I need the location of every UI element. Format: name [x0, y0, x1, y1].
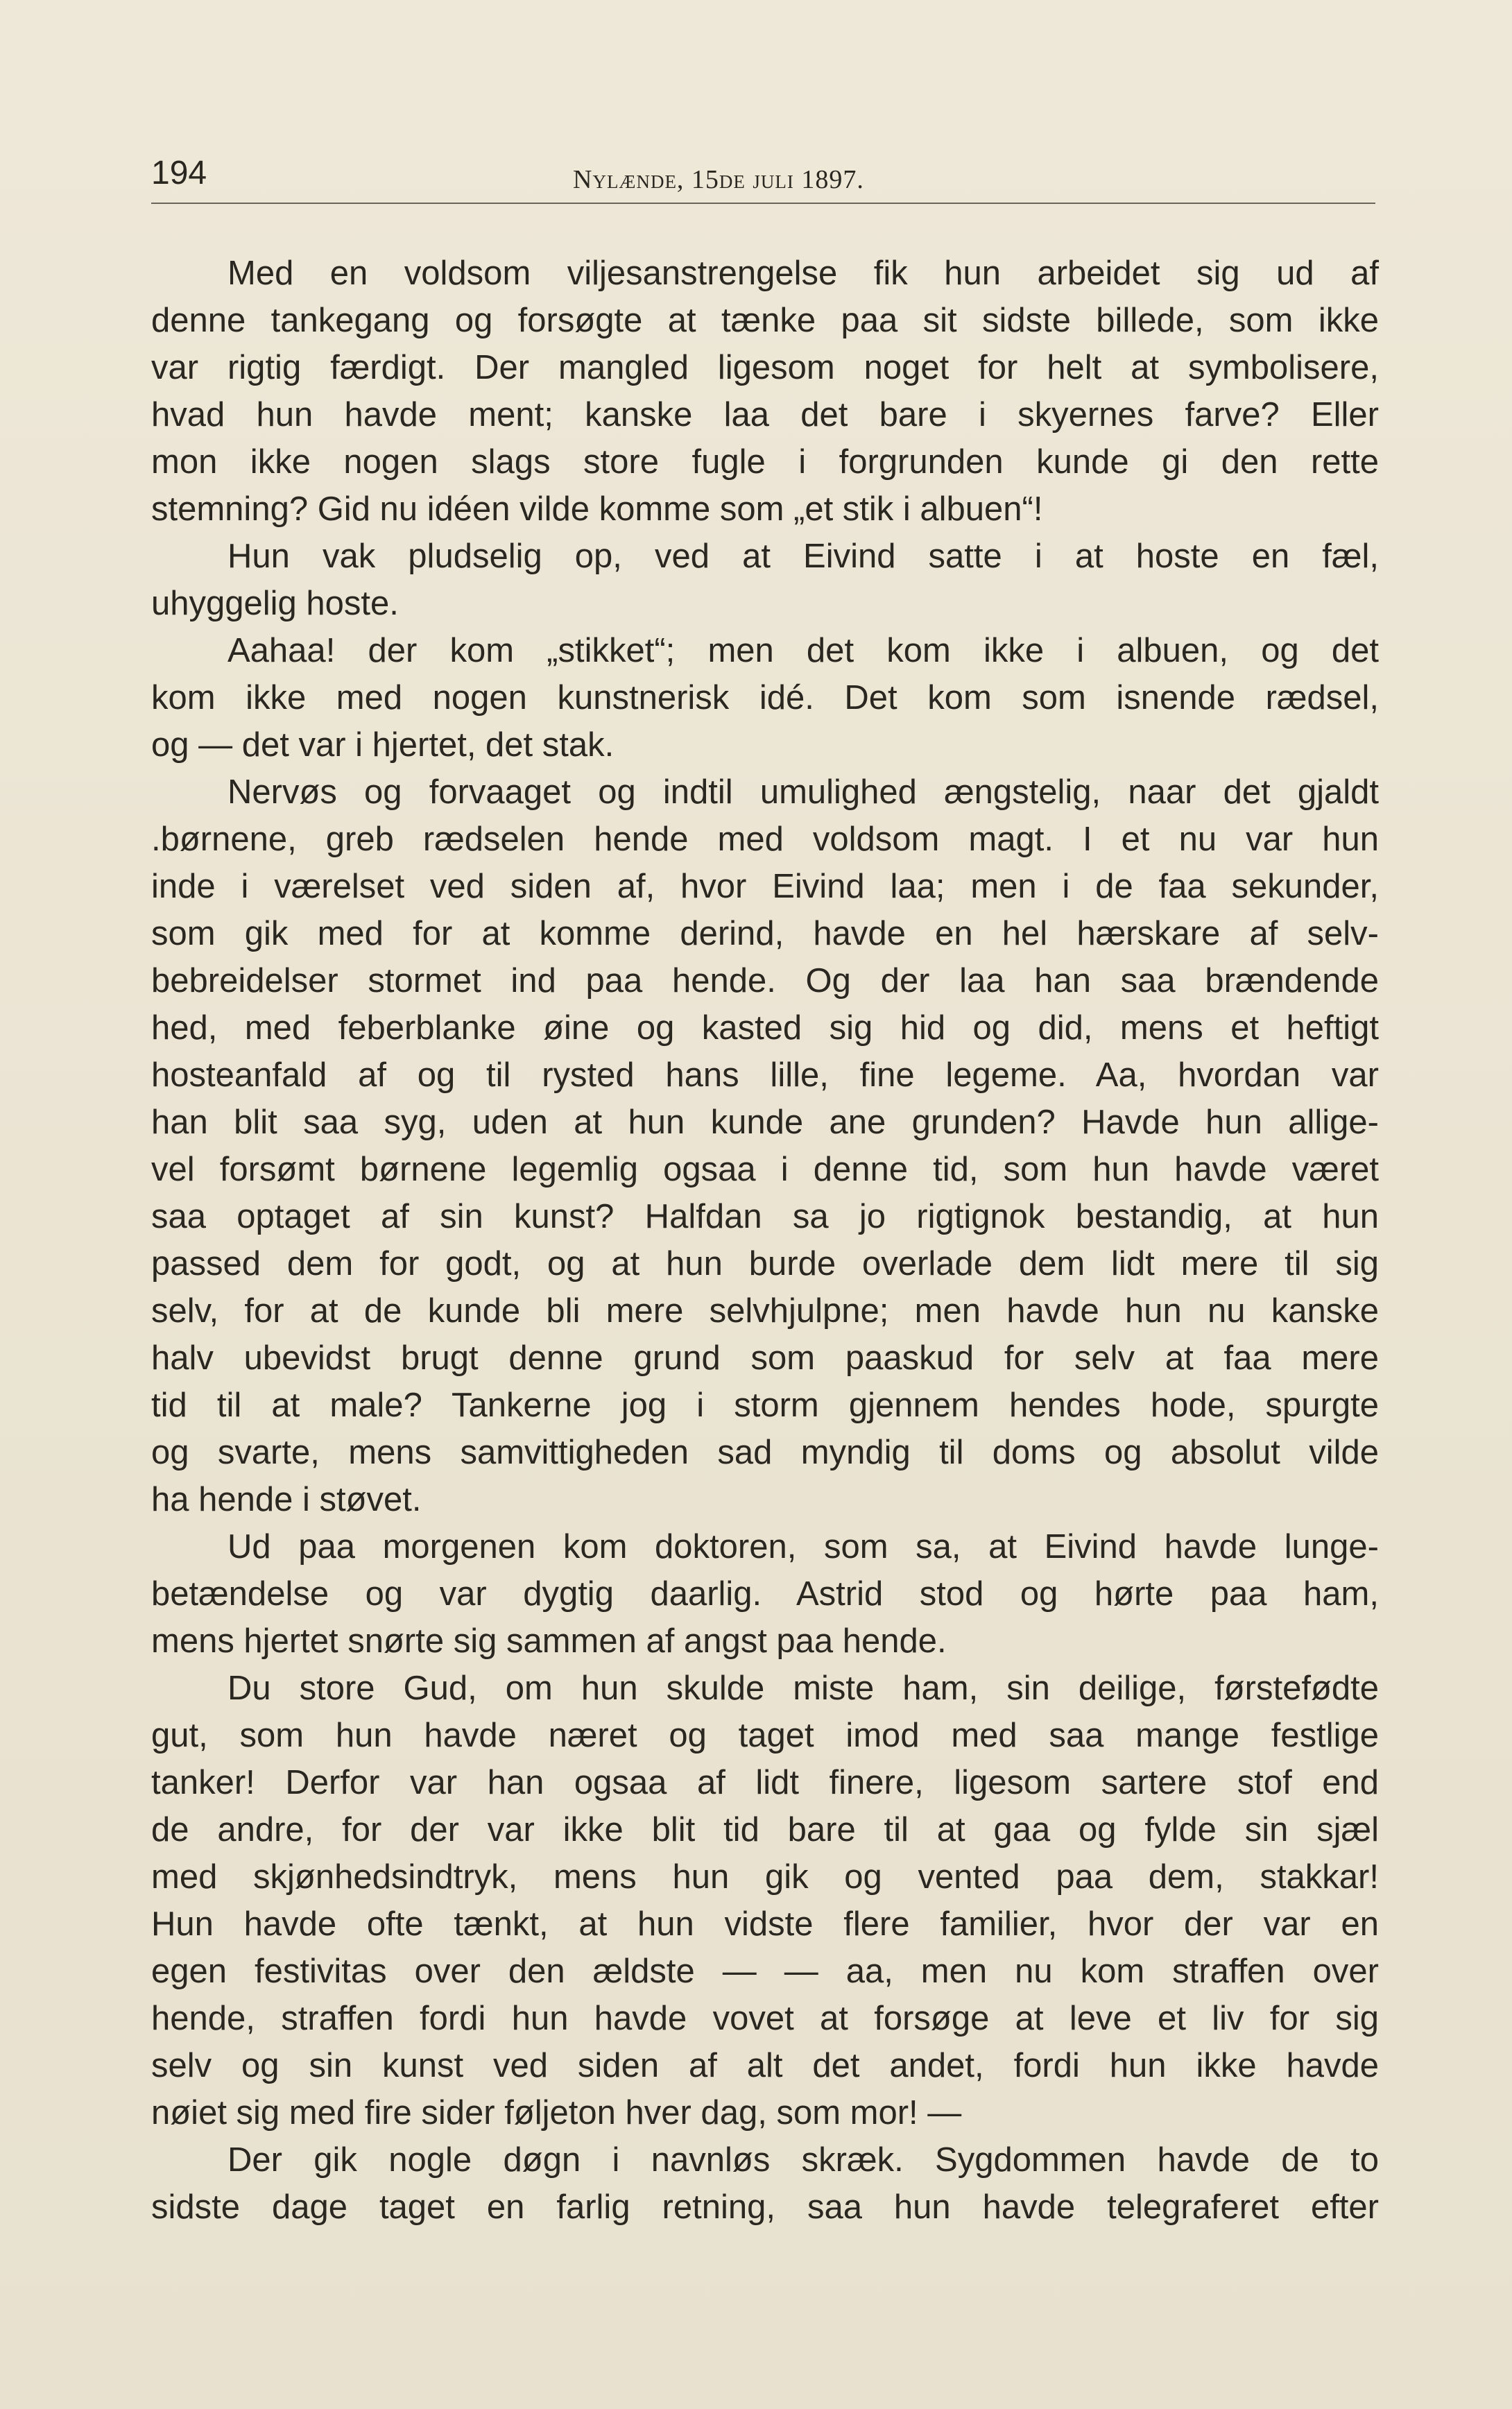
text-line: stemning? Gid nu idéen vilde komme som „et stik i albuen“! [151, 490, 1043, 528]
text-line: og — det var i hjertet, det stak. [151, 726, 615, 764]
text-line: de andre, for der var ikke blit tid bare til at gaa og fylde sin sjæl [151, 1811, 1379, 1849]
text-line: passed dem for godt, og at hun burde overlade dem lidt mere til sig [151, 1245, 1379, 1283]
body-text [151, 250, 1379, 2231]
text-line: .børnene, greb rædselen hende med voldsom magt. I et nu var hun [151, 821, 1379, 858]
header-rule [151, 203, 1375, 204]
text-line: inde i værelset ved siden af, hvor Eivind laa; men i de faa sekunder, [151, 868, 1379, 905]
running-head: Nylænde, 15de juli 1897. [573, 165, 864, 194]
text-line: hosteanfald af og til rysted hans lille, fine legeme. Aa, hvordan var [151, 1056, 1379, 1094]
text-line: sidste dage taget en farlig retning, saa hun havde telegraferet efter [151, 2188, 1379, 2226]
text-line: mens hjertet snørte sig sammen af angst paa hende. [151, 1622, 947, 1660]
text-line: mon ikke nogen slags store fugle i forgrunden kunde gi den rette [151, 443, 1379, 481]
text-line: med skjønhedsindtryk, mens hun gik og vented paa dem, stakkar! [151, 1858, 1379, 1896]
text-line: Hun havde ofte tænkt, at hun vidste flere familier, hvor der var en [151, 1905, 1379, 1943]
text-line: saa optaget af sin kunst? Halfdan sa jo rigtignok bestandig, at hun [151, 1198, 1379, 1235]
text-line: halv ubevidst brugt denne grund som paaskud for selv at faa mere [151, 1339, 1379, 1377]
page-header [151, 151, 1375, 207]
text-line: gut, som hun havde næret og taget imod med saa mange festlige [151, 1717, 1379, 1754]
text-line: Med en voldsom viljesanstrengelse fik hun arbeidet sig ud af [227, 255, 1379, 292]
text-line: uhyggelig hoste. [151, 585, 399, 622]
text-line: kom ikke med nogen kunstnerisk idé. Det kom som isnende rædsel, [151, 679, 1379, 717]
text-line: hed, med feberblanke øine og kasted sig hid og did, mens et heftigt [151, 1009, 1379, 1047]
text-line: hvad hun havde ment; kanske laa det bare i skyernes farve? Eller [151, 396, 1379, 434]
text-line: Der gik nogle døgn i navnløs skræk. Sygdommen havde de to [227, 2141, 1379, 2179]
text-line: Du store Gud, om hun skulde miste ham, sin deilige, førstefødte [227, 1670, 1379, 1707]
text-line: Hun vak pludselig op, ved at Eivind satte i at hoste en fæl, [227, 538, 1379, 575]
text-line: han blit saa syg, uden at hun kunde ane grunden? Havde hun allige- [151, 1104, 1379, 1141]
text-line: nøiet sig med fire sider føljeton hver dag, som mor! — [151, 2094, 962, 2132]
text-line: Aahaa! der kom „stikket“; men det kom ikke i albuen, og det [227, 632, 1379, 669]
text-line: selv, for at de kunde bli mere selvhjulpne; men havde hun nu kanske [151, 1292, 1379, 1330]
text-line: hende, straffen fordi hun havde vovet at forsøge at leve et liv for sig [151, 2000, 1379, 2037]
text-line: betændelse og var dygtig daarlig. Astrid stod og hørte paa ham, [151, 1575, 1379, 1613]
text-line: tid til at male? Tankerne jog i storm gjennem hendes hode, spurgte [151, 1387, 1379, 1424]
text-line: egen festivitas over den ældste — — aa, men nu kom straffen over [151, 1953, 1379, 1990]
text-line: tanker! Derfor var han ogsaa af lidt finere, ligesom sartere stof end [151, 1764, 1379, 1801]
text-line: og svarte, mens samvittigheden sad myndig til doms og absolut vilde [151, 1434, 1379, 1471]
text-line: denne tankegang og forsøgte at tænke paa sit sidste billede, som ikke [151, 302, 1379, 339]
text-line: Ud paa morgenen kom doktoren, som sa, at Eivind havde lunge- [227, 1528, 1379, 1566]
text-line: selv og sin kunst ved siden af alt det andet, fordi hun ikke havde [151, 2047, 1379, 2084]
text-line: vel forsømt børnene legemlig ogsaa i denne tid, som hun havde været [151, 1151, 1379, 1188]
text-line: var rigtig færdigt. Der mangled ligesom noget for helt at symbolisere, [151, 349, 1379, 386]
text-line: Nervøs og forvaaget og indtil umulighed ængstelig, naar det gjaldt [227, 773, 1379, 811]
text-line: ha hende i støvet. [151, 1481, 422, 1518]
page-number: 194 [151, 155, 207, 191]
text-line: bebreidelser stormet ind paa hende. Og der laa han saa brændende [151, 962, 1379, 1000]
text-line: som gik med for at komme derind, havde en hel hærskare af selv- [151, 915, 1379, 952]
